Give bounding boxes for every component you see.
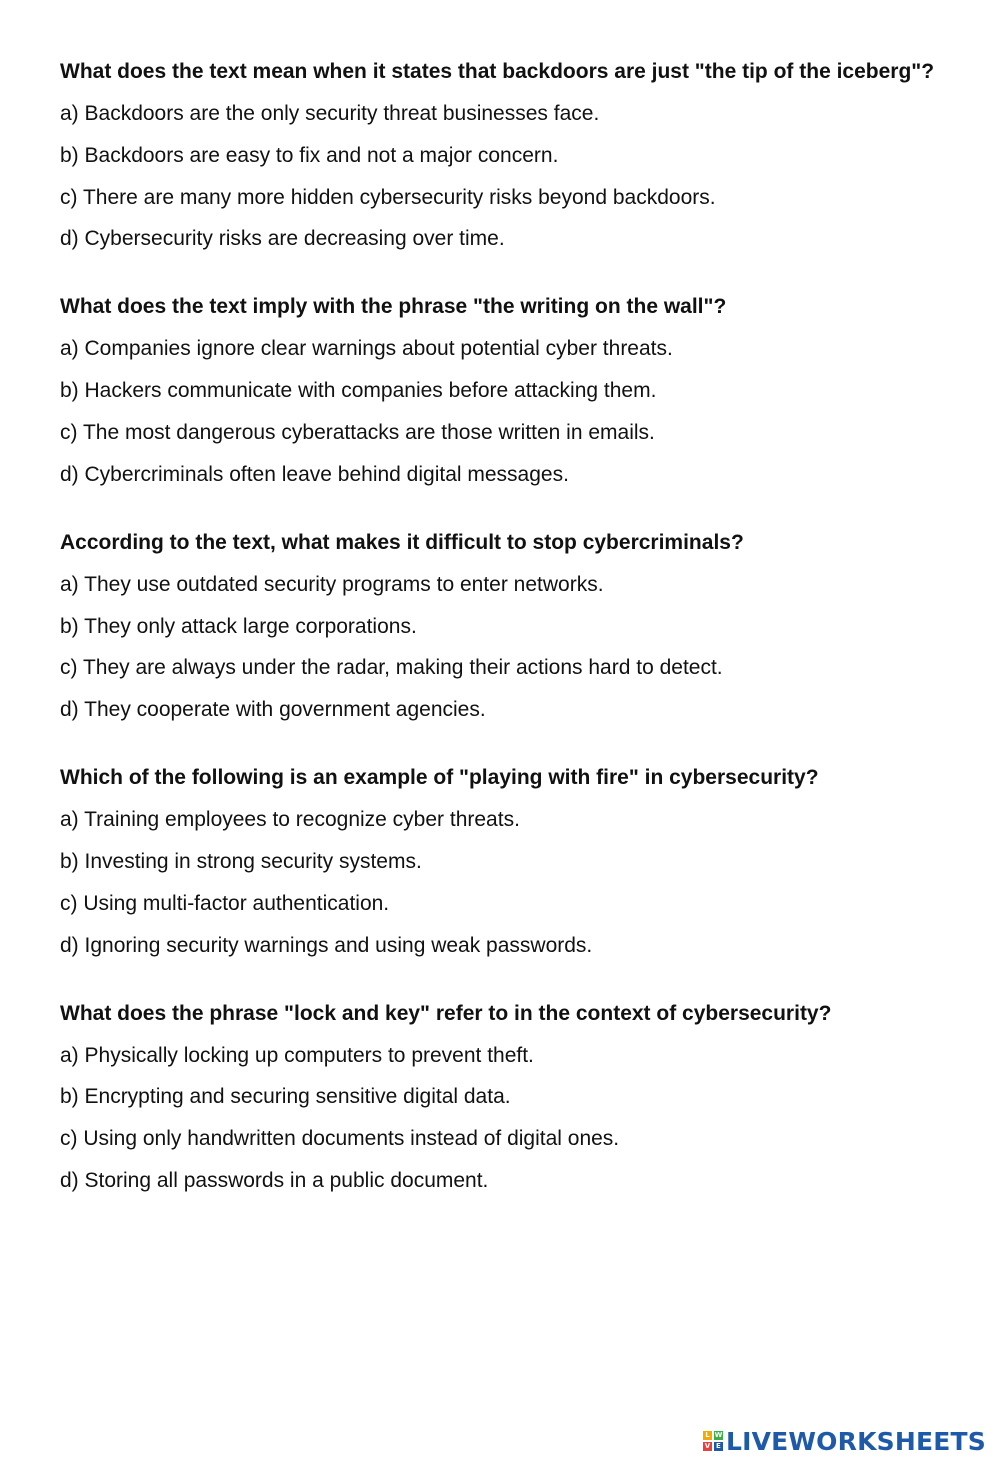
option-b: b) Investing in strong security systems.: [60, 849, 422, 873]
liveworksheets-logo: [703, 1425, 986, 1457]
option-a: a) Physically locking up computers to prevent theft.: [60, 1043, 534, 1067]
option-d: d) Storing all passwords in a public document.: [60, 1168, 489, 1192]
option-c: c) There are many more hidden cybersecurity risks beyond backdoors.: [60, 185, 716, 209]
liveworksheets-logo-icon: [703, 1431, 723, 1451]
option-b: b) Backdoors are easy to fix and not a major concern.: [60, 143, 559, 167]
option-c: c) They are always under the radar, making their actions hard to detect.: [60, 656, 723, 680]
logo-cell: V: [704, 1442, 711, 1450]
option-a: a) Training employees to recognize cyber threats.: [60, 808, 520, 832]
question-4: [60, 764, 940, 959]
question-text: According to the text, what makes it difficult to stop cybercriminals?: [60, 530, 744, 554]
option-a: a) They use outdated security programs to enter networks.: [60, 572, 604, 596]
question-5: [60, 1000, 940, 1195]
worksheet: [60, 58, 940, 1235]
option-d: d) Ignoring security warnings and using weak passwords.: [60, 933, 593, 957]
option-a: a) Companies ignore clear warnings about potential cyber threats.: [60, 337, 673, 361]
option-c: c) The most dangerous cyberattacks are those written in emails.: [60, 420, 655, 444]
question-text: What does the text mean when it states that backdoors are just "the tip of the iceberg"?: [60, 60, 935, 83]
logo-cell: E: [714, 1442, 723, 1451]
question-1: [60, 58, 940, 253]
option-c: c) Using multi-factor authentication.: [60, 891, 390, 915]
question-text: What does the phrase "lock and key" refer to in the context of cybersecurity?: [60, 1001, 832, 1025]
question-text: What does the text imply with the phrase "the writing on the wall"?: [60, 295, 727, 319]
logo-text: LIVEWORKSHEETS: [725, 1426, 986, 1456]
option-b: b) They only attack large corporations.: [60, 614, 417, 638]
question-3: [60, 529, 940, 724]
question-text: Which of the following is an example of "playing with fire" in cybersecurity?: [60, 766, 819, 790]
option-b: b) Encrypting and securing sensitive digital data.: [60, 1085, 511, 1109]
option-c: c) Using only handwritten documents instead of digital ones.: [60, 1127, 620, 1151]
option-d: d) Cybercriminals often leave behind digital messages.: [60, 462, 569, 486]
question-2: [60, 293, 940, 488]
option-d: d) They cooperate with government agencies.: [60, 698, 486, 722]
logo-cell: L: [703, 1431, 712, 1440]
option-b: b) Hackers communicate with companies before attacking them.: [60, 379, 657, 403]
logo-cell: W: [714, 1431, 723, 1439]
option-a: a) Backdoors are the only security threat businesses face.: [60, 102, 600, 125]
option-d: d) Cybersecurity risks are decreasing over time.: [60, 227, 505, 251]
